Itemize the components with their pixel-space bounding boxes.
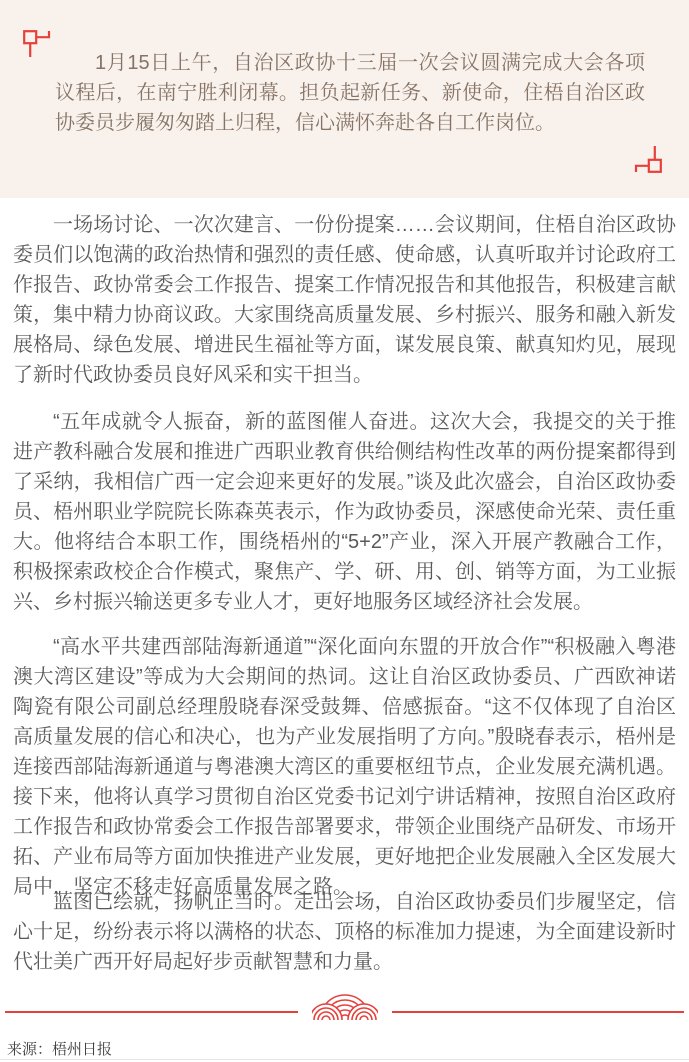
source-credit: 来源：梧州日报: [7, 1041, 113, 1058]
article-paragraph: 一场场讨论、一次次建言、一份份提案……会议期间，住梧自治区政协委员们以饱满的政治热情和强烈的责任感、使命感，认真听取并讨论政府工作报告、政协常委会工作报告、提案工作情况报告和其他报告，积极建言献策，集中精力协商议政。大家围绕高质量发展、乡村振兴、服务和融入新发展格局、绿色发展、增进民生福祉等方面，谋发展良策、献真知灼见，展现了新时代政协委员良好风采和实干担当。: [13, 214, 676, 386]
article-paragraph: 蓝图已绘就，扬帆正当时。走出会场，自治区政协委员们步履坚定，信心十足，纷纷表示将以满格的状态、顶格的标准加力提速，为全面建设新时代壮美广西开好局起好步贡献智慧和力量。: [13, 891, 676, 973]
cloud-ornament-icon: [312, 992, 378, 1020]
section-divider: [0, 992, 689, 1020]
bottom-divider: [0, 1059, 689, 1060]
intro-panel: [0, 0, 689, 198]
divider-line-right: [392, 1011, 685, 1013]
intro-text: 1月15日上午，自治区政协十三届一次会议圆满完成大会各项议程后，在南宁胜利闭幕。担负起新任务、新使命，住梧自治区政协委员步履匆匆踏上归程，信心满怀奔赴各自工作岗位。: [55, 52, 645, 134]
article-paragraph: “五年成就令人振奋，新的蓝图催人奋进。这次大会，我提交的关于推进产教科融合发展和推进广西职业教育供给侧结构性改革的两份提案都得到了采纳，我相信广西一定会迎来更好的发展。”谈及此次盛会，自治区政协委员、梧州职业学院院长陈森英表示，作为政协委员，深感使命光荣、责任重大。他将结合本职工作，围绕梧州的“5+2”产业，深入开展产教融合工作，积极探索政校企合作模式，聚焦产、学、研、用、创、销等方面，为工业振兴、乡村振兴输送更多专业人才，更好地服务区域经济社会发展。: [13, 411, 676, 613]
divider-line-left: [5, 1011, 298, 1013]
corner-bracket-top-left-icon: [22, 29, 54, 59]
article-paragraph: “高水平共建西部陆海新通道”“深化面向东盟的开放合作”“积极融入粤港澳大湾区建设”等成为大会期间的热词。这让自治区政协委员、广西欧神诺陶瓷有限公司副总经理殷晓春深受鼓舞、倍感振奋。“这不仅体现了自治区高质量发展的信心和决心，也为产业发展指明了方向。”殷晓春表示，梧州是连接西部陆海新通道与粤港澳大湾区的重要枢纽节点，企业发展充满机遇。接下来，他将认真学习贯彻自治区党委书记刘宁讲话精神，按照自治区政府工作报告和政协常委会工作报告部署要求，带领企业围绕产品研发、市场开拓、产业布局等方面加快推进产业发展，更好地把企业发展融入全区发展大局中，坚定不移走好高质量发展之路。: [13, 636, 676, 898]
corner-bracket-bottom-right-icon: [631, 144, 663, 174]
